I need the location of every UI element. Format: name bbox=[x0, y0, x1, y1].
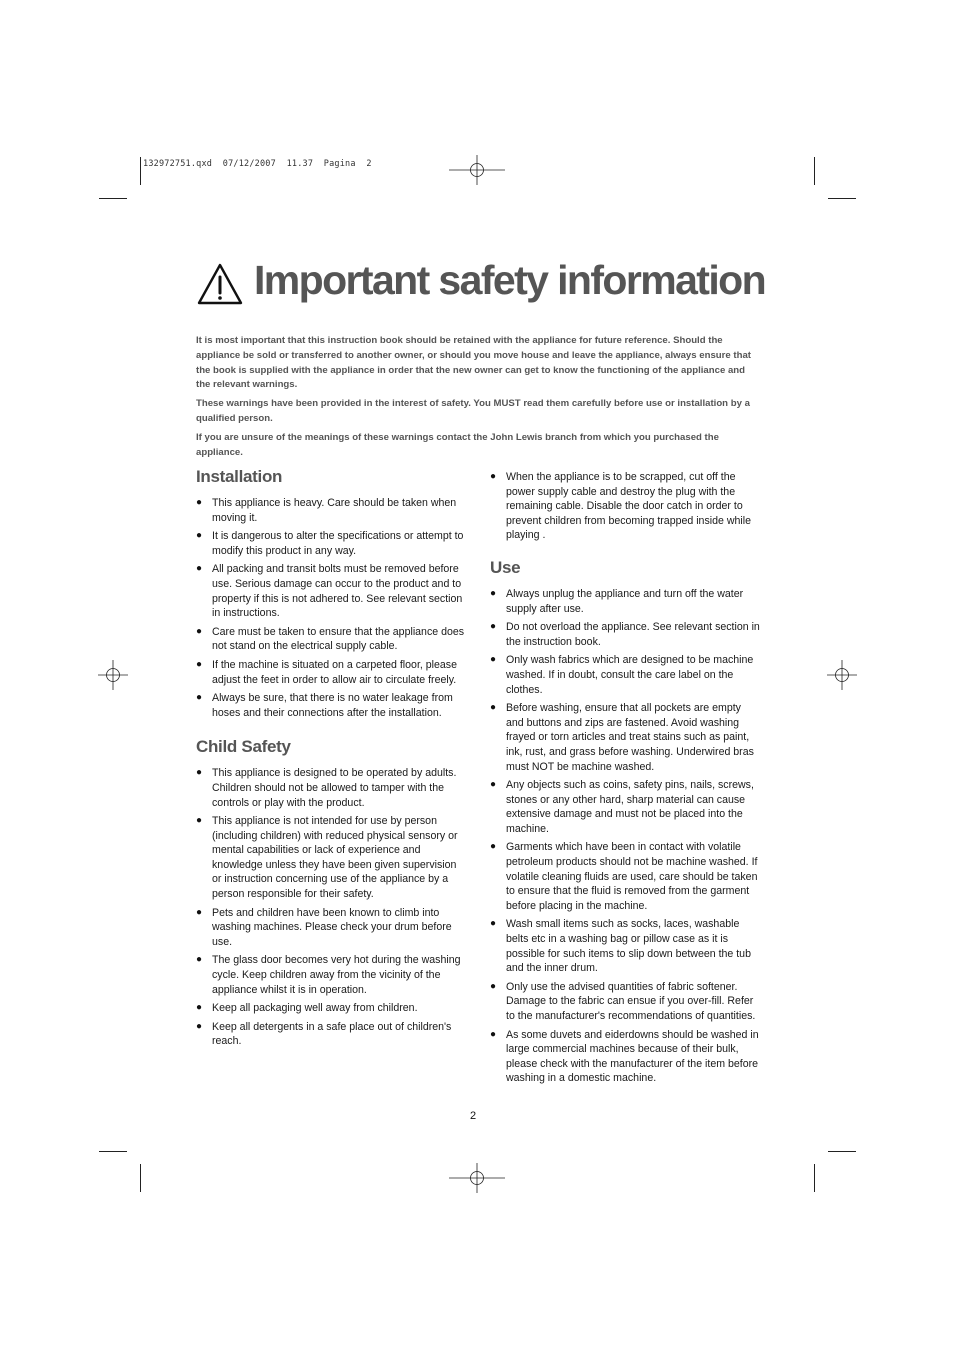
intro-paragraph: If you are unsure of the meanings of these warnings contact the John Lewis branch from which you purchased the appliance. bbox=[196, 431, 719, 458]
section-heading-child-safety: Child Safety bbox=[196, 737, 291, 757]
crop-mark bbox=[140, 1164, 141, 1192]
installation-section bbox=[196, 464, 468, 720]
list-item: ● Always be sure, that there is no water leakage from hoses and their connections after the installation. bbox=[196, 692, 453, 719]
bullet-icon: ● bbox=[196, 954, 203, 966]
warning-triangle-icon bbox=[196, 262, 244, 306]
left-column bbox=[196, 464, 468, 1063]
list-item: ● Keep all detergents in a safe place out of children's reach. bbox=[196, 1020, 452, 1048]
intro-paragraph: It is most important that this instruction book should be retained with the appliance for future reference. Should the appliance be sold or transferred to another owner, or should you move house and leave the appliance, always ensure that the book is supplied with the appliance in order that the new owner can get to know the functioning of the appliance and the relevant warnings. bbox=[196, 335, 751, 391]
bullet-icon: ● bbox=[490, 654, 497, 666]
scrapping-section bbox=[490, 470, 760, 543]
section-heading-installation: Installation bbox=[196, 467, 283, 486]
list-item: ● All packing and transit bolts must be removed before use. Serious damage can occur to the product and to property if this is not adhered to. See relevant section in instructions. bbox=[196, 563, 463, 620]
child-safety-section bbox=[196, 734, 468, 1049]
list-item: ● Any objects such as coins, safety pins, nails, screws, stones or any other hard, sharp material can cause extensive damage and must not be placed into the machine. bbox=[490, 779, 754, 835]
title-block bbox=[196, 252, 765, 308]
list-item: ● This appliance is heavy. Care should be taken when moving it. bbox=[196, 497, 457, 524]
bullet-icon: ● bbox=[196, 563, 203, 575]
intro-paragraph: These warnings have been provided in the interest of safety. You MUST read them carefully before use or installation by a qualified person. bbox=[196, 398, 750, 424]
child-safety-list bbox=[196, 766, 468, 1049]
bullet-icon: ● bbox=[196, 692, 203, 704]
list-item: ● As some duvets and eiderdowns should be washed in large commercial machines because of their bulk, please check with the manufacturer of the item before washing in a domestic machine. bbox=[490, 1028, 759, 1085]
list-item: ● Only use the advised quantities of fabric softener. Damage to the fabric can ensue if you over-fill. Refer to the manufacturer's recommendations of quantities. bbox=[490, 980, 756, 1022]
list-item: ● Garments which have been in contact with volatile petroleum products should not be machine washed. If volatile cleaning fluids are used, care should be taken to ensure that the fluid is removed from the garment before placing in the machine. bbox=[490, 841, 758, 912]
bullet-icon: ● bbox=[490, 702, 497, 714]
bullet-icon: ● bbox=[196, 906, 203, 918]
bullet-icon: ● bbox=[196, 497, 203, 508]
bullet-icon: ● bbox=[490, 1028, 497, 1040]
crop-mark bbox=[814, 1164, 815, 1192]
bullet-icon: ● bbox=[196, 625, 203, 637]
section-heading-use: Use bbox=[490, 557, 521, 577]
bullet-icon: ● bbox=[490, 471, 497, 482]
list-item: ● Do not overload the appliance. See relevant section in the instruction book. bbox=[490, 621, 760, 648]
page-number: 2 bbox=[470, 1110, 477, 1122]
bullet-icon: ● bbox=[490, 841, 497, 853]
bullet-icon: ● bbox=[490, 621, 497, 633]
bullet-icon: ● bbox=[490, 980, 497, 992]
use-list bbox=[490, 587, 760, 1086]
bullet-icon: ● bbox=[196, 1002, 203, 1014]
bullet-icon: ● bbox=[490, 779, 497, 791]
print-slug: 132972751.qxd 07/12/2007 11.37 Pagina 2 bbox=[143, 159, 372, 169]
list-item: ● Care must be taken to ensure that the appliance does not stand on the electrical supply cable. bbox=[196, 625, 465, 653]
bullet-icon: ● bbox=[196, 815, 203, 827]
right-column bbox=[490, 464, 760, 1100]
scrapping-list bbox=[490, 470, 760, 543]
bullet-icon: ● bbox=[196, 658, 203, 670]
list-item: ● If the machine is situated on a carpeted floor, please adjust the feet in order to allow air to circulate freely. bbox=[196, 658, 457, 686]
intro-text bbox=[196, 334, 758, 464]
bullet-icon: ● bbox=[196, 530, 203, 542]
crop-mark bbox=[99, 1151, 127, 1152]
list-item: ● Wash small items such as socks, laces, washable belts etc in a washing bag or pillow case as it is possible for such items to slip down between the tub and the inner drum. bbox=[490, 918, 751, 975]
crop-mark bbox=[99, 198, 127, 199]
list-item: ● It is dangerous to alter the specifications or attempt to modify this product in any way. bbox=[196, 530, 464, 557]
registration-mark-icon bbox=[449, 1163, 505, 1193]
list-item: ● This appliance is not intended for use by person (including children) with reduced physical sensory or mental capabilities or lack of experience and knowledge unless they have been given supervision or instruction concerning use of the appliance by a person responsible for their safety. bbox=[196, 815, 458, 901]
bullet-icon: ● bbox=[196, 767, 203, 779]
list-item: ● Before washing, ensure that all pockets are empty and buttons and zips are fastened. Avoid washing frayed or torn articles and treat stains such as paint, ink, rust, and grass before washing. Underwired bras must NOT be machine washed. bbox=[490, 702, 754, 773]
crop-mark bbox=[140, 157, 141, 185]
registration-mark-icon bbox=[827, 660, 857, 690]
bullet-icon: ● bbox=[196, 1020, 203, 1032]
use-section bbox=[490, 555, 760, 1086]
list-item: ● The glass door becomes very hot during the washing cycle. Keep children away from the vicinity of the appliance whilst it is in operation. bbox=[196, 954, 461, 996]
list-item: ● Only wash fabrics which are designed to be machine washed. If in doubt, consult the care label on the clothes. bbox=[490, 654, 754, 696]
page-title: Important safety information bbox=[254, 256, 766, 303]
list-item: ● Pets and children have been known to climb into washing machines. Please check your drum before use. bbox=[196, 906, 452, 948]
bullet-icon: ● bbox=[490, 918, 497, 930]
crop-mark bbox=[828, 198, 856, 199]
registration-mark-icon bbox=[98, 660, 128, 690]
crop-mark bbox=[814, 157, 815, 185]
installation-list bbox=[196, 496, 468, 720]
list-item: ● Always unplug the appliance and turn off the water supply after use. bbox=[490, 587, 744, 615]
list-item: ● Keep all packaging well away from children. bbox=[196, 1002, 418, 1015]
list-item: ● This appliance is designed to be operated by adults. Children should not be allowed to tamper with the controls or play with the product. bbox=[196, 767, 457, 809]
crop-mark bbox=[828, 1151, 856, 1152]
registration-mark-icon bbox=[449, 155, 505, 185]
list-item: ● When the appliance is to be scrapped, cut off the power supply cable and destroy the plug with the remaining cable. Disable the door catch in order to prevent children from becoming trapped inside while playing . bbox=[490, 471, 751, 542]
bullet-icon: ● bbox=[490, 587, 497, 599]
